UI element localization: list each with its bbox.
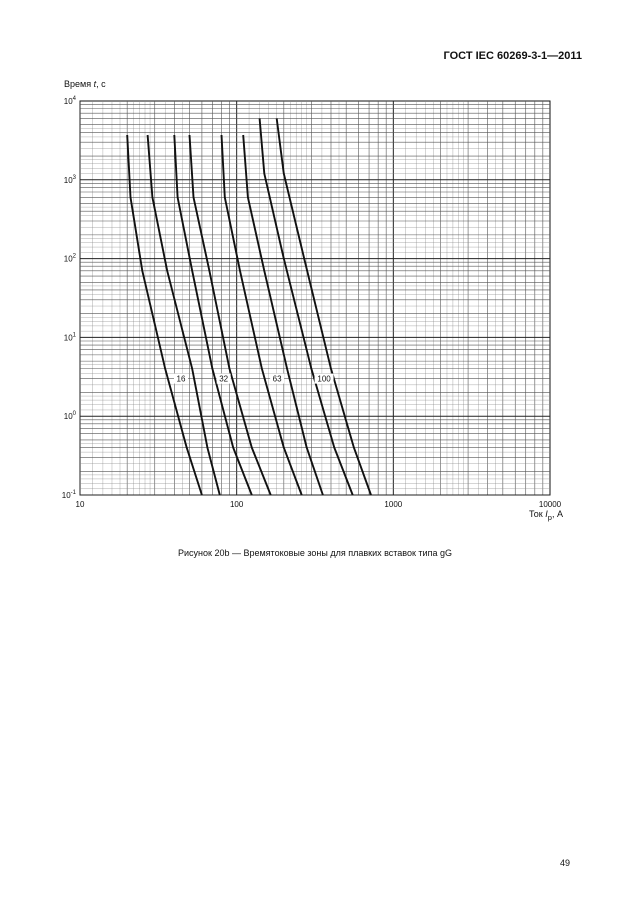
y-tick-label-exp: 0 xyxy=(72,411,76,418)
y-tick-label xyxy=(64,332,77,342)
y-tick-label xyxy=(64,96,77,106)
zone-16-min-curve xyxy=(127,135,202,495)
y-tick-label-exp: 4 xyxy=(72,96,76,102)
x-axis-label xyxy=(529,509,563,522)
y-axis-label-var: t xyxy=(93,79,97,89)
y-tick-label xyxy=(64,254,77,264)
y-tick-label xyxy=(64,411,77,421)
chart-grid xyxy=(80,101,550,495)
y-tick-label-base: 10 xyxy=(61,491,71,500)
x-axis-label-sub: p xyxy=(547,512,552,522)
figure-caption: Рисунок 20b — Времятоковые зоны для плавких вставок типа gG xyxy=(178,548,452,558)
x-axis-label-var: I xyxy=(545,509,548,519)
zone-63-max-curve xyxy=(243,135,323,495)
y-tick-label-base: 10 xyxy=(63,412,73,422)
zone-100-max-curve xyxy=(277,119,371,496)
zone-label: 16 xyxy=(176,374,186,384)
y-axis-label-unit: , с xyxy=(96,79,106,89)
y-tick-label-base: 10 xyxy=(63,254,73,264)
zone-16-max-curve xyxy=(148,135,220,495)
zone-label: 32 xyxy=(219,374,229,384)
y-tick-label-base: 10 xyxy=(63,333,73,343)
x-tick-label: 1000 xyxy=(384,500,403,509)
y-tick-label-base: 10 xyxy=(63,97,73,106)
zone-label: 100 xyxy=(317,374,331,384)
standard-header: ГОСТ IEC 60269-3-1—2011 xyxy=(443,50,582,62)
y-axis-label-prefix: Время xyxy=(64,79,94,89)
page-number: 49 xyxy=(559,858,570,868)
zone-label: 63 xyxy=(272,374,282,384)
y-tick-label xyxy=(62,490,77,500)
zone-63-min-curve xyxy=(222,135,302,495)
x-axis-label-prefix: Ток xyxy=(529,509,546,519)
plot-frame xyxy=(80,101,550,495)
x-tick-label: 10 xyxy=(75,500,85,509)
x-axis-label-unit: , А xyxy=(551,509,563,519)
y-tick-label xyxy=(64,175,77,185)
zone-32-min-curve xyxy=(174,135,252,495)
y-tick-label-exp: 3 xyxy=(72,174,76,181)
x-tick-label: 100 xyxy=(229,500,244,509)
y-tick-label-exp: 1 xyxy=(72,332,76,339)
x-tick-label: 10000 xyxy=(538,500,562,509)
y-tick-label-exp: 2 xyxy=(72,253,76,260)
y-tick-label-exp: -1 xyxy=(70,490,76,496)
y-tick-label-base: 10 xyxy=(63,175,73,185)
